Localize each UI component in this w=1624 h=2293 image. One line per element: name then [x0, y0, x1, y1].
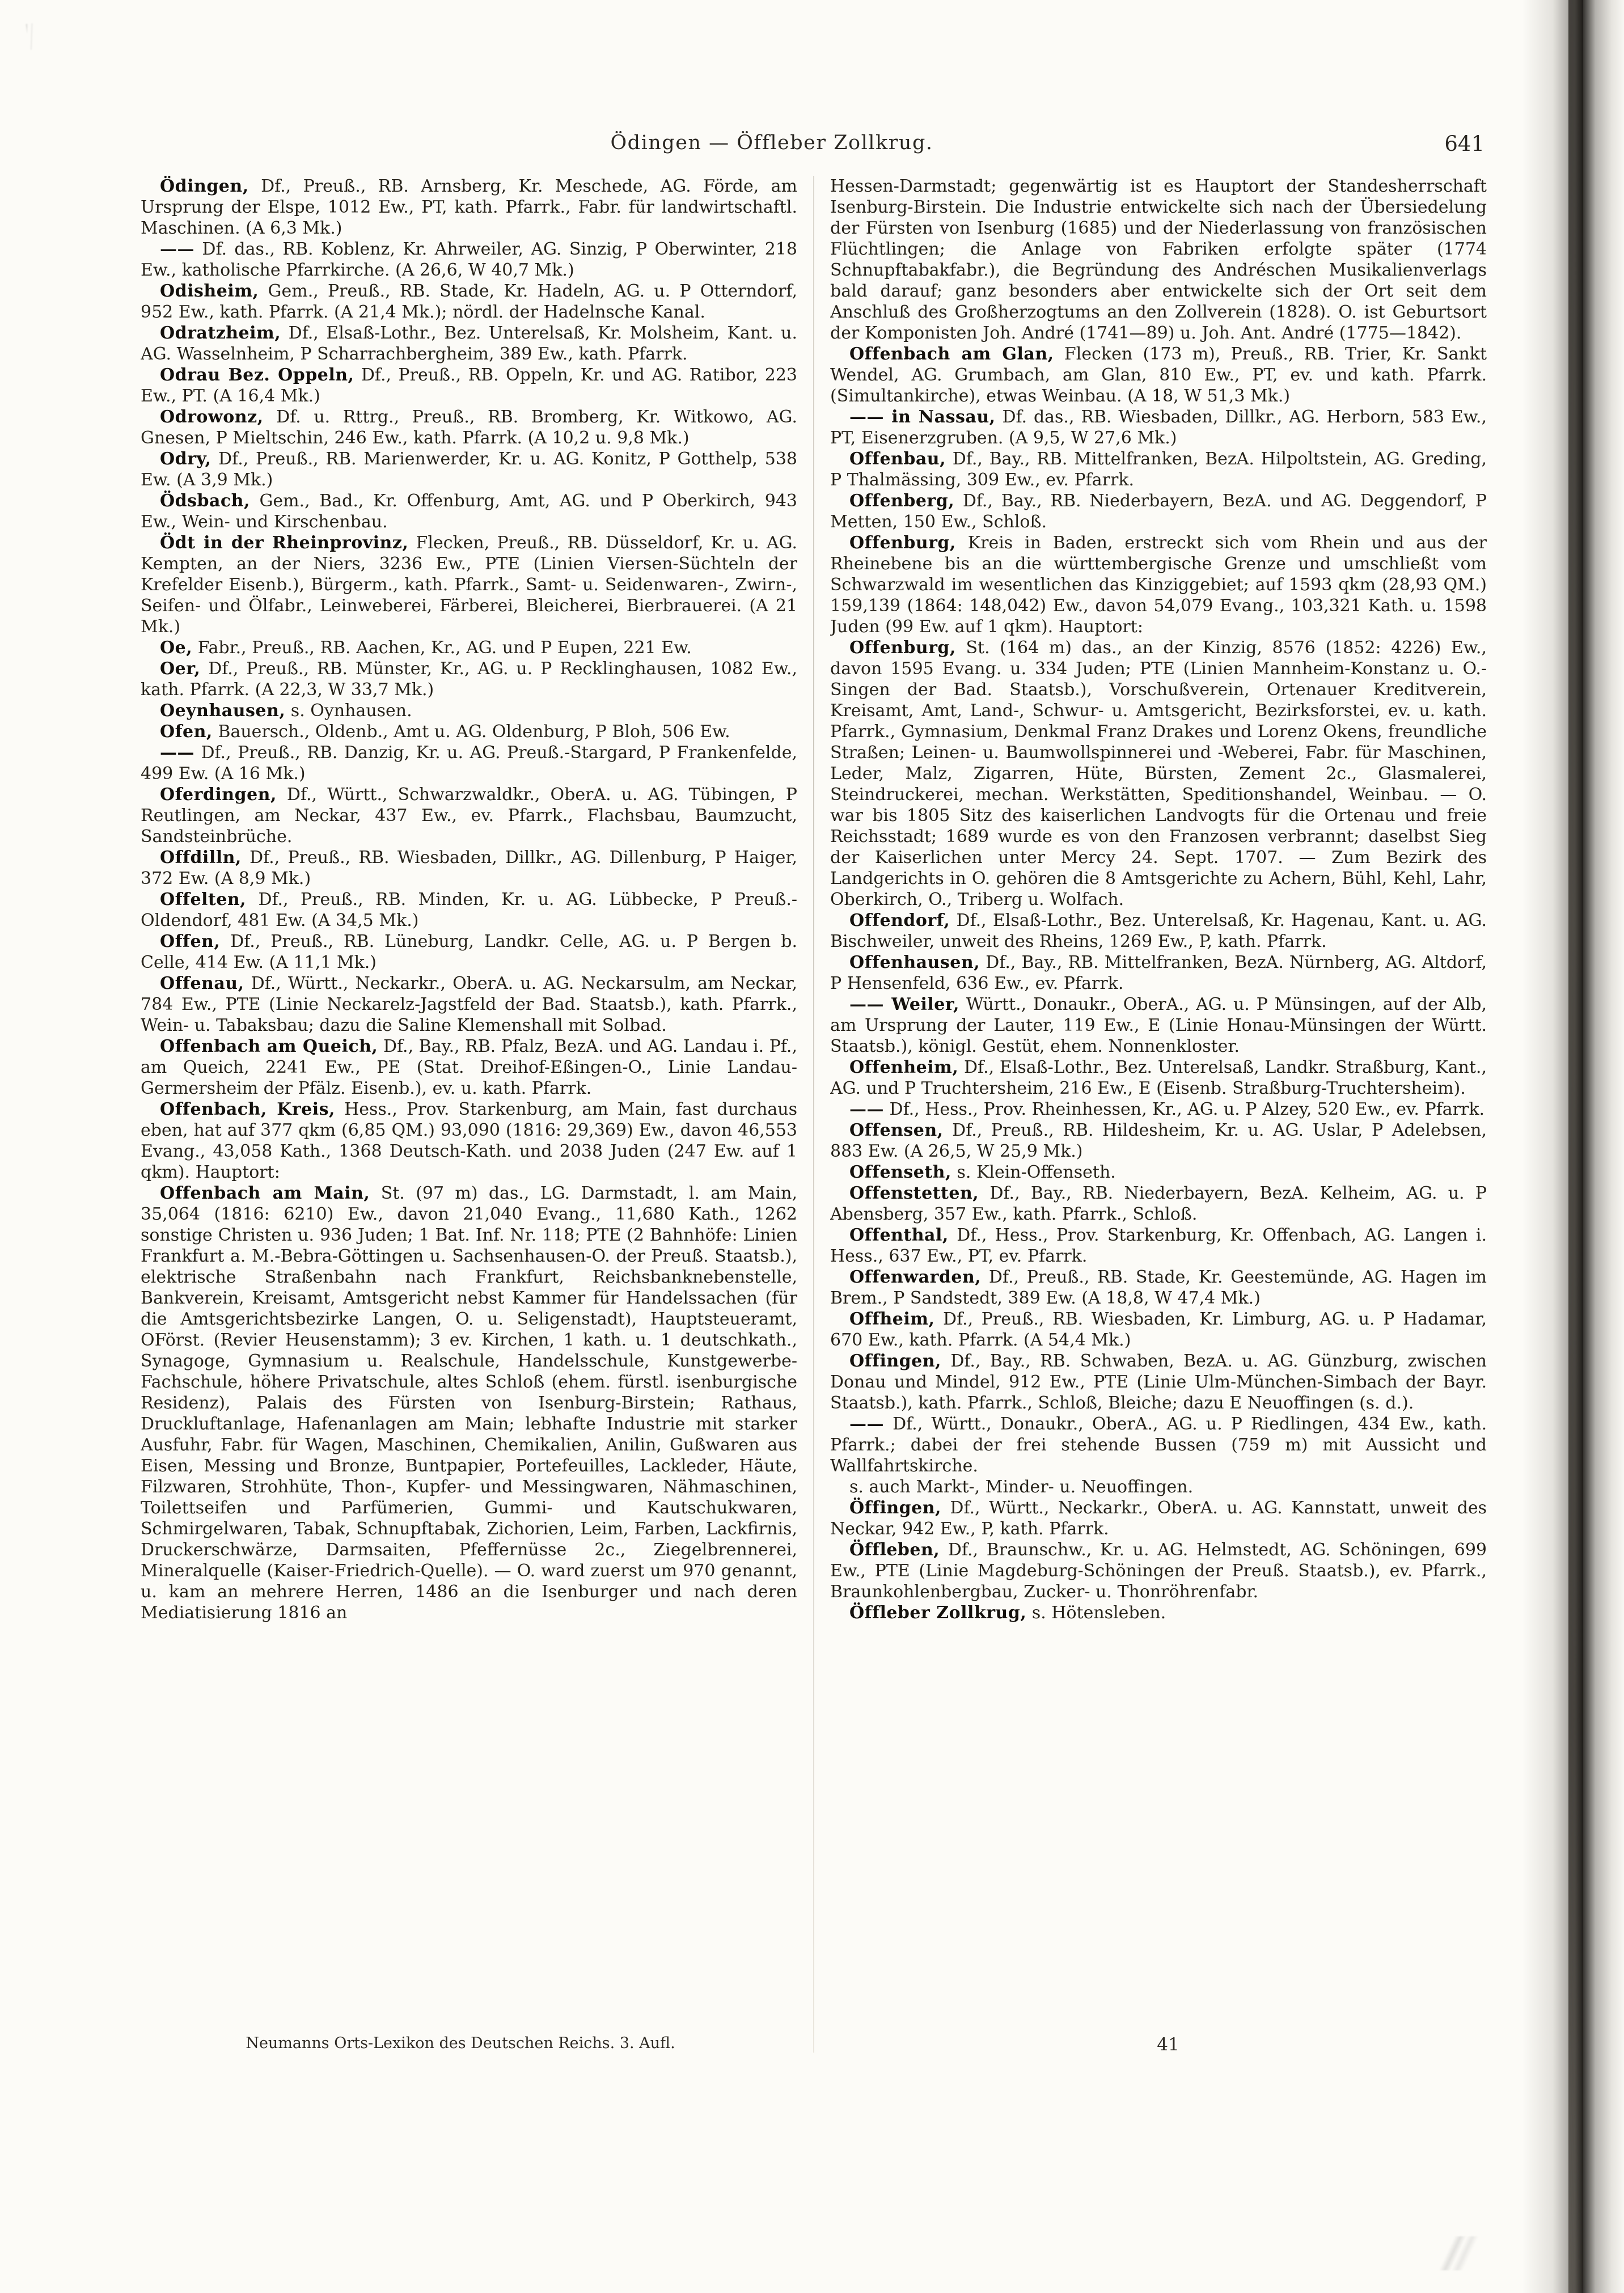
- entry-text: Df., Preuß., RB. Minden, Kr. u. AG. Lübbecke, P Preuß.-Oldendorf, 481 Ew. (A 34,5 Mk.): [141, 890, 797, 930]
- entry-headword: Offenberg,: [849, 491, 955, 511]
- entry-text: Hess., Prov. Starkenburg, am Main, fast durchaus eben, hat auf 377 qkm (6,85 QM.) 93,090 (1816: 29,369) Ew., davon 46,553 Evang., 43,058 Kath., 1368 Deutsch-Kath. und 2038 Juden (247 Ew. auf 1 qkm). Hauptort:: [141, 1099, 797, 1182]
- entry-headword: ——: [160, 743, 194, 763]
- lexicon-entry: [830, 532, 1487, 637]
- entry-text: Df., Preuß., RB. Lüneburg, Landkr. Celle, AG. u. P Bergen b. Celle, 414 Ew. (A 11,1 Mk.): [141, 932, 797, 972]
- entry-text: Df., Bay., RB. Niederbayern, BezA. Kelheim, AG. u. P Abensberg, 357 Ew., kath. Pfarrk., Schloß.: [830, 1183, 1487, 1224]
- lexicon-entry: [830, 1497, 1487, 1539]
- entry-headword: Offingen,: [849, 1351, 941, 1371]
- lexicon-entry: [830, 449, 1487, 490]
- entry-headword: Offheim,: [849, 1309, 935, 1329]
- entry-headword: ——: [849, 1099, 884, 1119]
- lexicon-entry: [830, 1539, 1487, 1602]
- entry-headword: Oer,: [160, 659, 201, 679]
- lexicon-entry: [830, 1602, 1487, 1623]
- lexicon-entry: [830, 1309, 1487, 1351]
- entry-text: Df., Preuß., RB. Münster, Kr., AG. u. P Recklinghausen, 1082 Ew., kath. Pfarrk. (A 22,3, W 33,7 Mk.): [141, 659, 797, 700]
- lexicon-entry: [141, 176, 797, 239]
- entry-headword: Oferdingen,: [160, 785, 277, 805]
- entry-text: Df., Preuß., RB. Oppeln, Kr. und AG. Ratibor, 223 Ew., PT. (A 16,4 Mk.): [141, 365, 797, 406]
- entry-headword: ——: [849, 1414, 884, 1434]
- lexicon-entry: [830, 1267, 1487, 1309]
- entry-text: St. (97 m) das., LG. Darmstadt, l. am Main, 35,064 (1816: 6210) Ew., davon 21,040 Evang., 11,680 Kath., 1262 sonstige Christen u. 936 Juden; 1 Bat. Inf. Nr. 118; PTE (2 Bahnhöfe: Linien Frankfurt a. M.-Bebra-Göttingen u. Sachsenhausen-O. der Preuß. Staatsb.), elektrische Straßenbahn nach Frankfurt, Reichsbanknebenstelle, Bankverein, Kreisamt, Amtsgericht nebst Kammer für Handelssachen (für die Amtsgerichtsbezirke Langen, O. u. Seligenstadt), Hauptsteueramt, OFörst. (Revier Heusenstamm); 3 ev. Kirchen, 1 kath. u. 1 deutschkath., Synagoge, Gymnasium u. Realschule, Handelsschule, Kunstgewerbe-Fachschule, höhere Privatschule, altes Schloß (ehem. fürstl. isenburgische Residenz), Palais des Fürsten von Isenburg-Birstein; Rathaus, Druckluftanlage, Hafenanlagen am Main; lebhafte Industrie mit starker Ausfuhr, Fabr. für Wagen, Maschinen, Chemikalien, Anilin, Gußwaren aus Eisen, Messing und Bronze, Buntpapier, Portefeuilles, Lackleder, Häute, Filzwaren, Strohhüte, Thon-, Kupfer- und Messingwaren, Nähmaschinen, Toilettseifen und Parfümerien, Gummi- und Kautschukwaren, Schmirgelwaren, Tabak, Schnupftabak, Zichorien, Leim, Farben, Lackfirnis, Druckerschwärze, Darmsaiten, Pfeffernüsse 2c., Ziegelbrennerei, Mineralquelle (Kaiser-Friedrich-Quelle). — O. ward zuerst um 970 genannt, u. kam an mehrere Herren, 1486 an die Isenburger und nach deren Mediatisierung 1816 an: [141, 1183, 797, 1623]
- running-head: [141, 132, 1488, 161]
- lexicon-entry: [830, 1183, 1487, 1225]
- entry-headword: Offenbach am Main,: [160, 1183, 370, 1203]
- entry-text: s. Oynhausen.: [285, 701, 412, 721]
- lexicon-entry: [141, 1036, 797, 1099]
- lexicon-entry: [141, 407, 797, 449]
- lexicon-entry: [141, 532, 797, 637]
- entry-headword: Offensen,: [849, 1120, 944, 1140]
- lexicon-entry: [141, 281, 797, 323]
- right-column: [830, 176, 1487, 2053]
- entry-text: Df., Preuß., RB. Wiesbaden, Dillkr., AG. Dillenburg, P Haiger, 372 Ew. (A 8,9 Mk.): [141, 848, 797, 889]
- lexicon-entry: [830, 952, 1487, 994]
- lexicon-entry: [830, 490, 1487, 532]
- entry-headword: ——: [160, 239, 194, 259]
- footer-imprint: Neumanns Orts-Lexikon des Deutschen Reichs. 3. Aufl.: [246, 2034, 675, 2052]
- scan-artifact-binding-shadow: [1522, 0, 1624, 2293]
- entry-text: Df., Württ., Neckarkr., OberA. u. AG. Neckarsulm, am Neckar, 784 Ew., PTE (Linie Neckarelz-Jagstfeld der Bad. Staatsb.), kath. Pfarrk., Wein- u. Tabaksbau; dazu die Saline Klemenshall mit Solbad.: [141, 974, 797, 1035]
- entry-headword: Offenheim,: [849, 1057, 959, 1077]
- lexicon-entry: [830, 1351, 1487, 1414]
- lexicon-entry: [141, 784, 797, 847]
- entry-text: Fabr., Preuß., RB. Aachen, Kr., AG. und P Eupen, 221 Ew.: [192, 638, 692, 658]
- lexicon-entry: [141, 742, 797, 784]
- entry-headword: Offenbach am Queich,: [160, 1036, 378, 1056]
- entry-headword: Offenburg,: [849, 533, 956, 553]
- entry-text: Df., Braunschw., Kr. u. AG. Helmstedt, AG. Schöningen, 699 Ew., PTE (Linie Magdeburg-Schöningen der Preuß. Staatsb.), ev. Pfarrk., Braunkohlenbergbau, Zucker- u. Thonröhrenfabr.: [830, 1540, 1487, 1602]
- entry-text: Df., Württ., Neckarkr., OberA. u. AG. Kannstatt, unweit des Neckar, 942 Ew., P, kath. Pfarrk.: [830, 1498, 1487, 1539]
- column-divider: [813, 176, 814, 2053]
- lexicon-entry: [830, 344, 1487, 407]
- entry-text: Df., Hess., Prov. Rheinhessen, Kr., AG. u. P Alzey, 520 Ew., ev. Pfarrk.: [884, 1099, 1485, 1119]
- entry-text: Df., Bay., RB. Mittelfranken, BezA. Hilpoltstein, AG. Greding, P Thalmässing, 309 Ew., ev. Pfarrk.: [830, 449, 1487, 490]
- lexicon-entry: [141, 847, 797, 889]
- entry-text: Df., Preuß., RB. Stade, Kr. Geestemünde, AG. Hagen im Brem., P Sandstedt, 389 Ew. (A 18,8, W 47,4 Mk.): [830, 1267, 1487, 1308]
- entry-headword: Ödsbach,: [160, 491, 250, 511]
- lexicon-entry: [141, 700, 797, 721]
- entry-text: s. Hötensleben.: [1026, 1603, 1166, 1623]
- lexicon-entry: [830, 1225, 1487, 1267]
- entry-text: Württ., Donaukr., OberA., AG. u. P Münsingen, auf der Alb, am Ursprung der Lauter, 119 Ew., E (Linie Honau-Münsingen der Württ. Staatsb.), königl. Gestüt, ehem. Nonnenkloster.: [830, 995, 1487, 1056]
- entry-headword: Öffleben,: [849, 1540, 940, 1560]
- entry-headword: Öffingen,: [849, 1498, 941, 1518]
- lexicon-entry: [830, 1162, 1487, 1183]
- lexicon-entry: [830, 1414, 1487, 1477]
- entry-headword: Offelten,: [160, 890, 247, 909]
- entry-headword: Offenseth,: [849, 1162, 951, 1182]
- page-number: 641: [1444, 132, 1485, 156]
- entry-text: Df., Elsaß-Lothr., Bez. Unterelsaß, Kr. Molsheim, Kant. u. AG. Wasselnheim, P Scharrachbergheim, 389 Ew., kath. Pfarrk.: [141, 323, 797, 364]
- entry-headword: Odrowonz,: [160, 407, 264, 427]
- entry-headword: Odrau Bez. Oppeln,: [160, 365, 354, 385]
- entry-text: Df., Preuß., RB. Marienwerder, Kr. u. AG. Konitz, P Gotthelp, 538 Ew. (A 3,9 Mk.): [141, 449, 797, 490]
- entry-text: Df., Bay., RB. Niederbayern, BezA. und AG. Deggendorf, P Metten, 150 Ew., Schloß.: [830, 491, 1487, 532]
- entry-headword: Odisheim,: [160, 281, 259, 301]
- entry-text: Gem., Bad., Kr. Offenburg, Amt, AG. und P Oberkirch, 943 Ew., Wein- und Kirschenbau.: [141, 491, 797, 532]
- lexicon-entry: [830, 1057, 1487, 1099]
- entry-headword: —— in Nassau,: [849, 407, 996, 427]
- entry-text: Df., Bay., RB. Pfalz, BezA. und AG. Landau i. Pf., am Queich, 2241 Ew., PE (Stat. Dreihof-Eßingen-O., Linie Landau-Germersheim der Pfälz. Eisenb.), ev. u. kath. Pfarrk.: [141, 1036, 797, 1098]
- text-columns: [141, 176, 1488, 2053]
- entry-headword: Offenburg,: [849, 638, 956, 658]
- entry-text: Hessen-Darmstadt; gegenwärtig ist es Hauptort der Standesherrschaft Isenburg-Birstein. Die Industrie entwickelte sich nach der Übersiedelung der Fürsten von Isenburg (1685) und der Niederlassung von französischen Flüchtlingen; die Anlage von Fabriken erfolgte später (1774 Schnupftabakfabr.), die Begründung des Andréschen Musikalienverlags bald darauf; ganz besonders aber entwickelte sich der Ort seit dem Anschluß des Großherzogtums an den Zollverein (1828). O. ist Geburtsort der Komponisten Joh. André (1741—89) u. Joh. Ant. André (1775—1842).: [830, 176, 1487, 343]
- scan-artifact-smudge: [1414, 2236, 1499, 2270]
- entry-text: Gem., Preuß., RB. Stade, Kr. Hadeln, AG. u. P Otterndorf, 952 Ew., kath. Pfarrk. (A 21,4 Mk.); nördl. der Hadelnsche Kanal.: [141, 281, 797, 322]
- lexicon-entry: [141, 637, 797, 658]
- entry-headword: Offdilln,: [160, 848, 242, 868]
- lexicon-entry: [830, 1120, 1487, 1162]
- entry-text: Df. das., RB. Wiesbaden, Dillkr., AG. Herborn, 583 Ew., PT, Eisenerzgruben. (A 9,5, W 27,6 Mk.): [830, 407, 1487, 448]
- entry-headword: Öffleber Zollkrug,: [849, 1603, 1027, 1623]
- page-header-title: Ödingen — Öffleber Zollkrug.: [610, 132, 933, 154]
- entry-text: Df. u. Rttrg., Preuß., RB. Bromberg, Kr. Witkowo, AG. Gnesen, P Mieltschin, 246 Ew., kath. Pfarrk. (A 10,2 u. 9,8 Mk.): [141, 407, 797, 448]
- entry-headword: Oeynhausen,: [160, 701, 286, 721]
- entry-headword: Offen,: [160, 932, 221, 951]
- entry-headword: Offenbach am Glan,: [849, 344, 1054, 364]
- entry-headword: Ödingen,: [160, 176, 249, 196]
- page-content: [141, 132, 1488, 2053]
- entry-headword: Odry,: [160, 449, 212, 469]
- entry-text: s. Klein-Offenseth.: [951, 1162, 1116, 1182]
- entry-text: Df., Elsaß-Lothr., Bez. Unterelsaß, Landkr. Straßburg, Kant., AG. und P Truchtersheim, 216 Ew., E (Eisenb. Straßburg-Truchtersheim).: [830, 1057, 1487, 1098]
- entry-text: s. auch Markt-, Minder- u. Neuoffingen.: [849, 1477, 1194, 1497]
- lexicon-entry: [830, 407, 1487, 449]
- lexicon-entry: [141, 721, 797, 742]
- lexicon-entry: [141, 889, 797, 931]
- entry-text: Df. das., RB. Koblenz, Kr. Ahrweiler, AG. Sinzig, P Oberwinter, 218 Ew., katholische Pfarrkirche. (A 26,6, W 40,7 Mk.): [141, 239, 797, 280]
- lexicon-entry: [830, 1099, 1487, 1120]
- lexicon-entry: [830, 176, 1487, 344]
- entry-text: Df., Bay., RB. Schwaben, BezA. u. AG. Günzburg, zwischen Donau und Mindel, 912 Ew., PTE (Linie Ulm-München-Simbach der Bayr. Staatsb.), kath. Pfarrk., Schloß, Bleiche; dazu E Neuoffingen (s. d.).: [830, 1351, 1487, 1413]
- entry-text: Df., Bay., RB. Mittelfranken, BezA. Nürnberg, AG. Altdorf, P Hensenfeld, 636 Ew., ev. Pfarrk.: [830, 953, 1487, 993]
- entry-headword: Offenbach, Kreis,: [160, 1099, 335, 1119]
- scan-artifact-pencil-mark: [26, 15, 96, 50]
- entry-headword: Offenhausen,: [849, 953, 980, 972]
- entry-text: Flecken, Preuß., RB. Düsseldorf, Kr. u. AG. Kempten, an der Niers, 3236 Ew., PTE (Linien Viersen-Süchteln der Krefelder Eisenb.), Bürgerm., kath. Pfarrk., Samt- u. Seidenwaren-, Zwirn-, Seifen- und Ölfabr., Leinweberei, Färberei, Bleicherei, Bierbrauerei. (A 21 Mk.): [141, 533, 797, 637]
- footer-signature: 41: [1157, 2034, 1179, 2055]
- entry-text: Df., Württ., Schwarzwaldkr., OberA. u. AG. Tübingen, P Reutlingen, am Neckar, 437 Ew., ev. Pfarrk., Flachsbau, Baumzucht, Sandsteinbrüche.: [141, 785, 797, 847]
- entry-text: Df., Preuß., RB. Wiesbaden, Kr. Limburg, AG. u. P Hadamar, 670 Ew., kath. Pfarrk. (A 54,4 Mk.): [830, 1309, 1487, 1350]
- entry-text: Df., Elsaß-Lothr., Bez. Unterelsaß, Kr. Hagenau, Kant. u. AG. Bischweiler, unweit des Rheins, 1269 Ew., P, kath. Pfarrk.: [830, 911, 1487, 951]
- entry-text: Flecken (173 m), Preuß., RB. Trier, Kr. Sankt Wendel, AG. Grumbach, am Glan, 810 Ew., PT, ev. und kath. Pfarrk. (Simultankirche), etwas Weinbau. (A 18, W 51,3 Mk.): [830, 344, 1487, 406]
- lexicon-entry: [141, 1099, 797, 1183]
- lexicon-entry: [830, 1477, 1487, 1497]
- entry-headword: Offenthal,: [849, 1225, 949, 1245]
- entry-headword: —— Weiler,: [849, 995, 959, 1014]
- entry-headword: Offenwarden,: [849, 1267, 982, 1287]
- entry-text: Df., Württ., Donaukr., OberA., AG. u. P Riedlingen, 434 Ew., kath. Pfarrk.; dabei der frei stehende Bussen (759 m) mit Aussicht und Wallfahrtskirche.: [830, 1414, 1487, 1476]
- entry-headword: Oe,: [160, 638, 193, 658]
- scan-artifact-binding-line: [1568, 0, 1583, 2293]
- entry-text: Df., Preuß., RB. Danzig, Kr. u. AG. Preuß.-Stargard, P Frankenfelde, 499 Ew. (A 16 Mk.): [141, 743, 797, 784]
- lexicon-entry: [141, 239, 797, 281]
- entry-text: Kreis in Baden, erstreckt sich vom Rhein und aus der Rheinebene bis an die württembergische Grenze und umschließt vom Schwarzwald im wesentlichen das Kinziggebiet; auf 1593 qkm (28,93 QM.) 159,139 (1864: 148,042) Ew., davon 54,079 Evang., 103,321 Kath. u. 1598 Juden (99 Ew. auf 1 qkm). Hauptort:: [830, 533, 1487, 637]
- lexicon-entry: [141, 931, 797, 973]
- entry-headword: Offenau,: [160, 974, 244, 993]
- entry-text: Df., Hess., Prov. Starkenburg, Kr. Offenbach, AG. Langen i. Hess., 637 Ew., PT, ev. Pfarrk.: [830, 1225, 1487, 1266]
- entry-headword: Offenbau,: [849, 449, 946, 469]
- lexicon-entry: [141, 1183, 797, 1623]
- entry-text: Bauersch., Oldenb., Amt u. AG. Oldenburg, P Bloh, 506 Ew.: [212, 722, 730, 742]
- entry-headword: Offenstetten,: [849, 1183, 979, 1203]
- entry-headword: Odratzheim,: [160, 323, 281, 343]
- entry-text: St. (164 m) das., an der Kinzig, 8576 (1852: 4226) Ew., davon 1595 Evang. u. 334 Juden; PTE (Linien Mannheim-Konstanz u. O.-Singen der Bad. Staatsb.), Vorschußverein, Ortenauer Kreditverein, Kreisamt, Amt, Land-, Schwur- u. Amtsgericht, Bezirksforstei, ev. u. kath. Pfarrk., Gymnasium, Denkmal Franz Drakes und Lorenz Okens, freundliche Straßen; Leinen- u. Baumwollspinnerei und -Weberei, Fabr. für Maschinen, Leder, Malz, Zigarren, Hüte, Bürsten, Zement 2c., Glasmalerei, Steindruckerei, mechan. Werkstätten, Speditionshandel, Weinbau. — O. war bis 1805 Sitz des kaiserlichen Landvogts für die Ortenau und freie Reichsstadt; 1689 wurde es von den Franzosen verbrannt; daselbst Sieg der Kaiserlichen unter Mercy 24. Sept. 1707. — Zum Bezirk des Landgerichts in O. gehören die 8 Amtsgerichte zu Achern, Bühl, Kehl, Lahr, Oberkirch, O., Triberg u. Wolfach.: [830, 638, 1487, 909]
- lexicon-entry: [141, 449, 797, 490]
- entry-headword: Ofen,: [160, 722, 213, 742]
- lexicon-entry: [830, 637, 1487, 910]
- entry-text: Df., Preuß., RB. Hildesheim, Kr. u. AG. Uslar, P Adelebsen, 883 Ew. (A 26,5, W 25,9 Mk.): [830, 1120, 1487, 1161]
- entry-headword: Offendorf,: [849, 911, 950, 930]
- lexicon-entry: [830, 910, 1487, 952]
- lexicon-entry: [141, 323, 797, 365]
- page-footer: [141, 2034, 1488, 2055]
- lexicon-entry: [141, 658, 797, 700]
- lexicon-entry: [141, 973, 797, 1036]
- lexicon-entry: [141, 365, 797, 407]
- left-column: [141, 176, 797, 2053]
- entry-headword: Ödt in der Rheinprovinz,: [160, 533, 409, 553]
- lexicon-entry: [141, 490, 797, 532]
- entry-text: Df., Preuß., RB. Arnsberg, Kr. Meschede, AG. Förde, am Ursprung der Elspe, 1012 Ew., PT, kath. Pfarrk., Fabr. für landwirtschaftl. Maschinen. (A 6,3 Mk.): [141, 176, 797, 238]
- lexicon-entry: [830, 994, 1487, 1057]
